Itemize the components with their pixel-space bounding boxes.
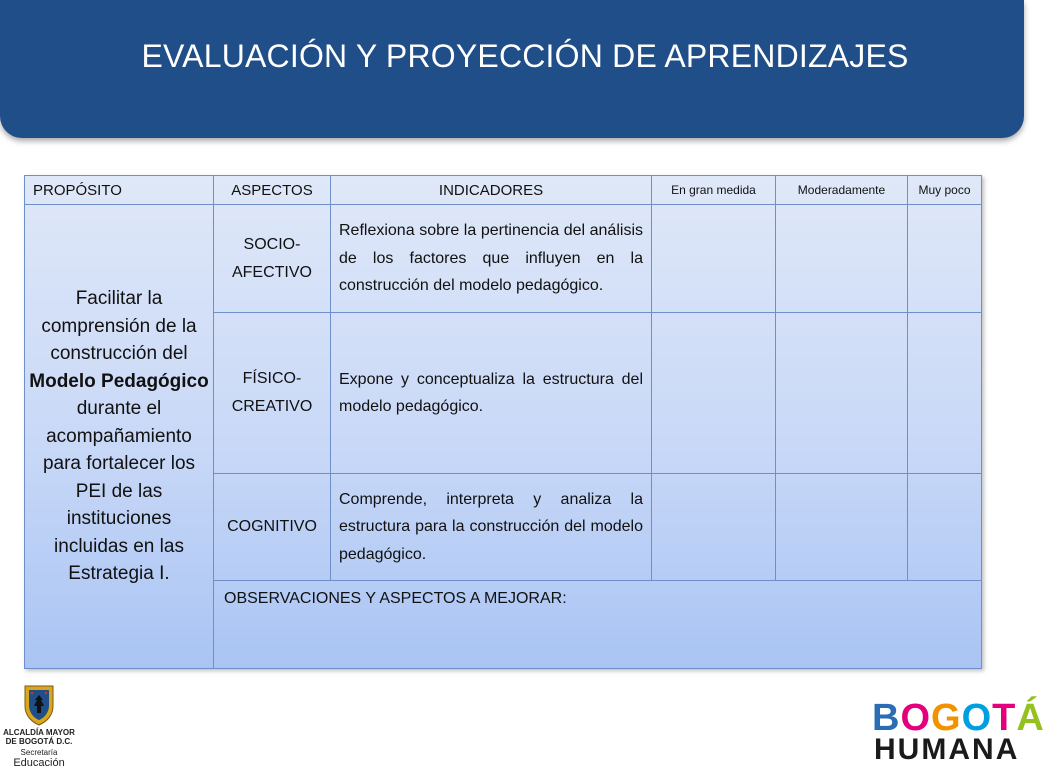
rating-muy-poco-cell[interactable] bbox=[908, 474, 982, 581]
indicator-cell: Expone y conceptualiza la estructura del modelo pedagógico. bbox=[331, 313, 652, 474]
alcaldia-line2: DE BOGOTÁ D.C. bbox=[5, 737, 73, 746]
logo-word-bogota: BOGOTÁ bbox=[872, 697, 1045, 739]
slide-title: EVALUACIÓN Y PROYECCIÓN DE APRENDIZAJES bbox=[141, 38, 909, 74]
purpose-cell bbox=[25, 205, 214, 669]
aspect-cell bbox=[214, 205, 331, 313]
rating-moderadamente-cell[interactable] bbox=[776, 313, 908, 474]
aspect-cell bbox=[214, 474, 331, 581]
coat-of-arms-icon bbox=[22, 684, 56, 726]
rating-en-gran-medida-cell[interactable] bbox=[652, 205, 776, 313]
aspect-label: FÍSICO-CREATIVO bbox=[231, 370, 313, 415]
header-indicadores: INDICADORES bbox=[331, 176, 652, 205]
alcaldia-logo bbox=[2, 684, 76, 768]
indicator-cell: Reflexiona sobre la pertinencia del análisis de los factores que influyen en la construcción del modelo pedagógico. bbox=[331, 205, 652, 313]
header-proposito: PROPÓSITO bbox=[25, 176, 214, 205]
observations-cell[interactable]: OBSERVACIONES Y ASPECTOS A MEJORAR: bbox=[214, 581, 982, 669]
logo-word-humana: HUMANA bbox=[874, 733, 1020, 766]
aspect-label: COGNITIVO bbox=[227, 518, 317, 535]
rating-en-gran-medida-cell[interactable] bbox=[652, 474, 776, 581]
header-aspectos: ASPECTOS bbox=[214, 176, 331, 205]
table-row bbox=[25, 205, 982, 313]
rating-muy-poco-cell[interactable] bbox=[908, 205, 982, 313]
indicator-cell: Comprende, interpreta y analiza la estructura para la construcción del modelo pedagógico. bbox=[331, 474, 652, 581]
title-banner bbox=[0, 0, 1024, 138]
rating-moderadamente-cell[interactable] bbox=[776, 474, 908, 581]
rating-moderadamente-cell[interactable] bbox=[776, 205, 908, 313]
purpose-text-after: durante el acompañamiento para fortalecer los PEI de las instituciones incluidas en las Estrategia I. bbox=[42, 398, 196, 585]
bogota-humana-logo bbox=[872, 697, 1045, 766]
purpose-text-before: Facilitar la comprensión de la construcción del bbox=[41, 288, 197, 365]
rating-en-gran-medida-cell[interactable] bbox=[652, 313, 776, 474]
header-en-gran-medida: En gran medida bbox=[652, 176, 776, 205]
aspect-cell bbox=[214, 313, 331, 474]
header-muy-poco: Muy poco bbox=[908, 176, 982, 205]
header-moderadamente: Moderadamente bbox=[776, 176, 908, 205]
alcaldia-line3: Secretaría bbox=[20, 748, 58, 757]
evaluation-table bbox=[24, 175, 982, 669]
alcaldia-line4: Educación bbox=[13, 757, 65, 769]
aspect-label: SOCIO-AFECTIVO bbox=[231, 235, 312, 281]
alcaldia-line1: ALCALDÍA MAYOR bbox=[3, 728, 75, 737]
rating-muy-poco-cell[interactable] bbox=[908, 313, 982, 474]
purpose-text-bold: Modelo Pedagógico bbox=[29, 370, 209, 392]
table-header-row bbox=[25, 176, 982, 205]
